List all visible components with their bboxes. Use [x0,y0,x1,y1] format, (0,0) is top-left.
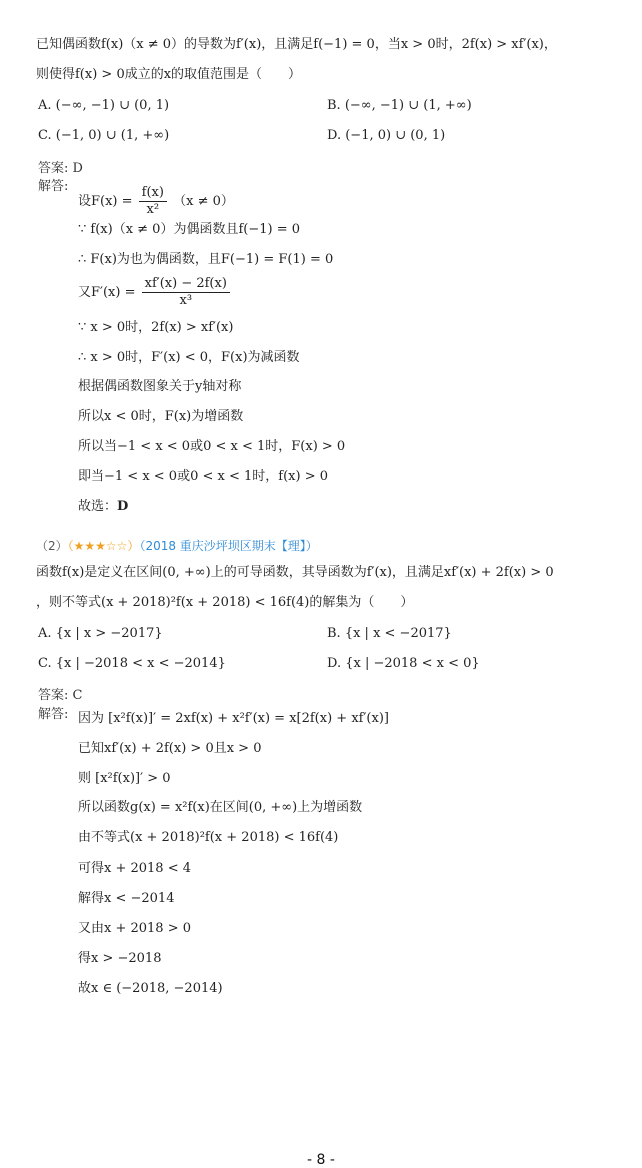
q1-s4-numerator: xf′(x) − 2f(x) [142,276,230,293]
q1-option-b: B. (−∞, −1) ∪ (1, +∞) [327,98,472,113]
page-number: - 8 - [307,1152,335,1168]
q2-solution-step-1: 因为 [x²f(x)]′ = 2xf(x) + x²f′(x) = x[2f(x) + xf′(x)] [78,711,389,726]
q2-option-b: B. {x | x < −2017} [327,626,452,641]
q1-solution-step-5: ∵ x > 0时，2f(x) > xf′(x) [78,320,234,335]
q2-solution-step-3: 则 [x²f(x)]′ > 0 [78,771,171,786]
q1-solution-step-6: ∴ x > 0时，F′(x) < 0，F(x)为减函数 [78,350,300,365]
q1-s1-fraction [139,185,167,218]
q1-solution-step-1 [78,185,234,218]
q2-solution-step-2: 已知xf′(x) + 2f(x) > 0且x > 0 [78,741,262,756]
q2-option-d: D. {x | −2018 < x < 0} [327,656,480,671]
q2-solution-step-5: 由不等式(x + 2018)²f(x + 2018) < 16f(4) [78,830,339,845]
q2-solution-step-6: 可得x + 2018 < 4 [78,861,192,876]
q1-solution-label: 解答: [38,179,69,194]
q1-s4-fraction [142,276,230,309]
q2-solution-step-7: 解得x < −2014 [78,891,175,906]
q1-answer: 答案: D [38,161,83,176]
q1-s4-denominator: x³ [179,293,193,308]
q2-header [36,537,318,555]
q1-s1-post: （x ≠ 0） [173,194,234,209]
q2-stem-line2: ，则不等式(x + 2018)²f(x + 2018) < 16f(4)的解集为（ ） [36,595,414,610]
q1-solution-step-2: ∵ f(x)（x ≠ 0）为偶函数且f(−1) = 0 [78,222,300,237]
q2-number: （2） [36,539,68,553]
q1-s1-pre: 设F(x) = [78,194,133,209]
q1-option-d: D. (−1, 0) ∪ (0, 1) [327,128,446,143]
q2-solution-step-8: 又由x + 2018 > 0 [78,921,192,936]
q2-solution-step-4: 所以函数g(x) = x²f(x)在区间(0, +∞)上为增函数 [78,800,363,815]
q2-source-tag[interactable]: （2018 重庆沙坪坝区期末【理】） [139,539,318,553]
q1-stem-line2: 则使得f(x) > 0成立的x的取值范围是（ ） [36,67,302,82]
q1-stem-line1: 已知偶函数f(x)（x ≠ 0）的导数为f′(x)，且满足f(−1) = 0，当x > 0时，2f(x) > xf′(x)， [36,37,557,52]
q1-solution-step-4 [78,276,232,309]
q1-solution-step-7: 根据偶函数图象关于y轴对称 [78,379,242,394]
q1-solution-step-10: 即当−1 < x < 0或0 < x < 1时，f(x) > 0 [78,469,328,484]
q2-stem-line1: 函数f(x)是定义在区间(0, +∞)上的可导函数，其导函数为f′(x)，且满足xf′(x) + 2f(x) > 0 [36,565,554,580]
q2-solution-step-10: 故x ∈ (−2018, −2014) [78,981,223,996]
q1-s1-denominator: x² [146,202,160,217]
q1-final-answer: D [117,499,129,514]
q1-option-a: A. (−∞, −1) ∪ (0, 1) [38,98,170,113]
q1-solution-step-11 [78,498,128,516]
q1-s1-numerator: f(x) [139,185,167,202]
q2-solution-label: 解答: [38,707,69,722]
q1-option-c: C. (−1, 0) ∪ (1, +∞) [38,128,170,143]
q2-difficulty-stars: （★★★☆☆） [67,539,140,553]
q2-solution-step-9: 得x > −2018 [78,951,162,966]
q1-solution-step-3: ∴ F(x)为也为偶函数，且F(−1) = F(1) = 0 [78,252,334,267]
q2-option-c: C. {x | −2018 < x < −2014} [38,656,226,671]
q2-option-a: A. {x | x > −2017} [38,626,163,641]
q1-s11-pre: 故选： [78,499,118,514]
q1-solution-step-8: 所以x < 0时，F(x)为增函数 [78,409,244,424]
q2-answer: 答案: C [38,688,83,703]
q1-s4-pre: 又F′(x) = [78,285,136,300]
q1-solution-step-9: 所以当−1 < x < 0或0 < x < 1时，F(x) > 0 [78,439,346,454]
